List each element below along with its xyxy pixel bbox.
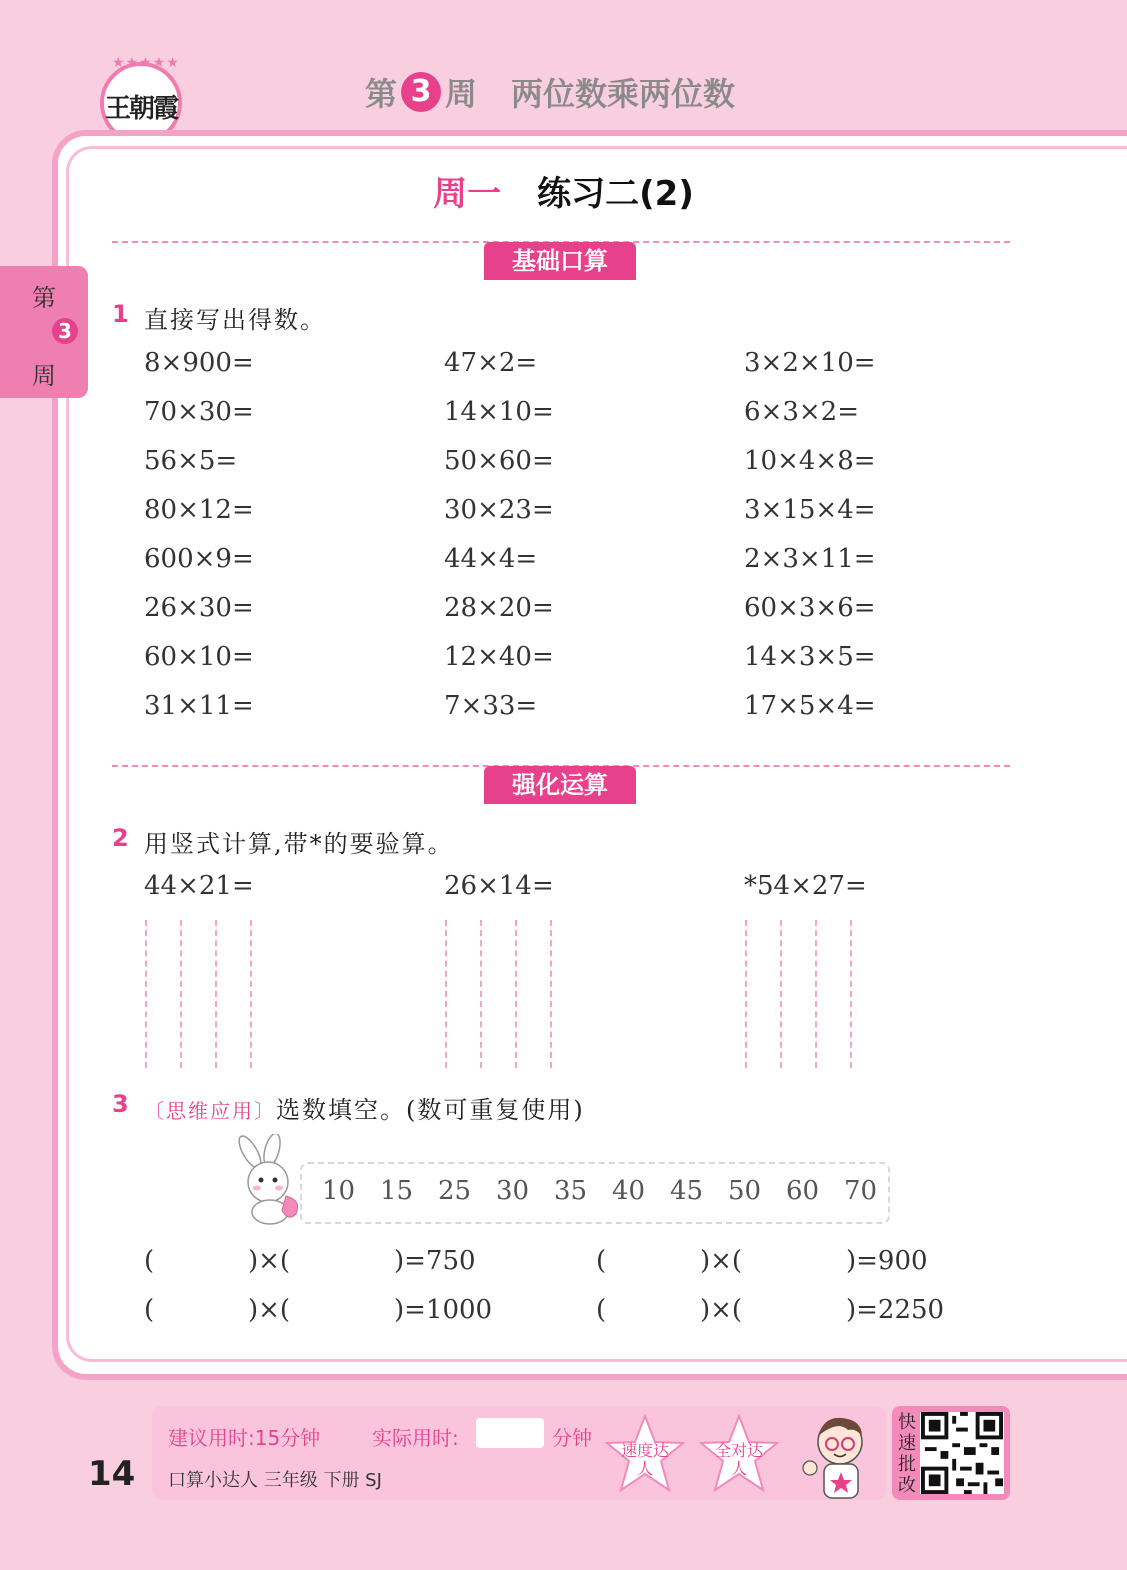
- boy-mascot-icon: [790, 1410, 880, 1500]
- week-topic: 两位数乘两位数: [511, 75, 736, 113]
- expression: 3×15×4=: [744, 495, 876, 525]
- blank-open: (: [144, 1295, 155, 1325]
- expression: 8×900=: [144, 348, 254, 378]
- work-guide-line: [515, 920, 517, 1068]
- blank-open: (: [596, 1295, 607, 1325]
- vertical-calc-problem: 44×21=: [144, 871, 254, 901]
- question-instruction-text: 选数填空。(数可重复使用): [276, 1096, 585, 1124]
- question-instruction: 直接写出得数。: [144, 306, 326, 334]
- expression: 14×10=: [444, 397, 554, 427]
- side-tab-bottom: 周: [32, 362, 56, 390]
- work-guide-line: [145, 920, 147, 1068]
- number-choice: 60: [786, 1176, 820, 1206]
- expression: 26×30=: [144, 593, 254, 623]
- qr-label: 快速批改: [898, 1412, 916, 1496]
- question-instruction: [144, 1090, 585, 1125]
- expression: 47×2=: [444, 348, 538, 378]
- expression: 10×4×8=: [744, 446, 876, 476]
- minutes-label: 分钟: [552, 1426, 592, 1450]
- side-tab-number: 3: [52, 318, 78, 344]
- question-instruction: 用竖式计算,带*的要验算。: [144, 830, 454, 858]
- qr-code-icon[interactable]: [920, 1412, 1004, 1494]
- expression: 7×33=: [444, 691, 538, 721]
- blank-result: )=750: [394, 1246, 476, 1276]
- blank-result: )=900: [846, 1246, 928, 1276]
- suggested-time: 建议用时:15分钟: [168, 1426, 321, 1450]
- week-prefix: 第: [365, 75, 398, 113]
- expression: 17×5×4=: [744, 691, 876, 721]
- week-title: [365, 70, 735, 114]
- expression: 56×5=: [144, 446, 238, 476]
- work-guide-line: [445, 920, 447, 1068]
- vertical-calc-problem: *54×27=: [744, 871, 867, 901]
- expression: 70×30=: [144, 397, 254, 427]
- expression: 60×10=: [144, 642, 254, 672]
- book-info: 口算小达人 三年级 下册 SJ: [168, 1470, 382, 1491]
- work-guide-line: [480, 920, 482, 1068]
- logo-text: 王朝霞: [104, 94, 177, 124]
- number-choice: 70: [844, 1176, 878, 1206]
- blank-result: )=2250: [846, 1295, 945, 1325]
- expression: 6×3×2=: [744, 397, 859, 427]
- number-choice: 35: [554, 1176, 588, 1206]
- blank-open: (: [144, 1246, 155, 1276]
- blank-result: )=1000: [394, 1295, 493, 1325]
- number-choice: 40: [612, 1176, 646, 1206]
- expression: 31×11=: [144, 691, 254, 721]
- expression: 3×2×10=: [744, 348, 876, 378]
- side-tab-top: 第: [32, 284, 56, 312]
- vertical-calc-problem: 26×14=: [444, 871, 554, 901]
- question-number: 1: [112, 300, 129, 328]
- question-tag: 〔思维应用〕: [144, 1099, 276, 1123]
- work-guide-line: [550, 920, 552, 1068]
- number-choice: 15: [380, 1176, 414, 1206]
- page-number: 14: [88, 1454, 136, 1494]
- expression: 28×20=: [444, 593, 554, 623]
- work-guide-line: [850, 920, 852, 1068]
- expression: 44×4=: [444, 544, 538, 574]
- expression: 600×9=: [144, 544, 254, 574]
- section-label-basic: 基础口算: [484, 242, 636, 280]
- expression: 14×3×5=: [744, 642, 876, 672]
- number-choice: 50: [728, 1176, 762, 1206]
- expression: 12×40=: [444, 642, 554, 672]
- expression: 50×60=: [444, 446, 554, 476]
- blank-times: )×(: [700, 1246, 743, 1276]
- number-choice: 25: [438, 1176, 472, 1206]
- number-choice: 45: [670, 1176, 704, 1206]
- section-label-strengthen: 强化运算: [484, 766, 636, 804]
- logo-crown-icon: ★★★★★: [112, 55, 180, 71]
- blank-open: (: [596, 1246, 607, 1276]
- expression: 80×12=: [144, 495, 254, 525]
- lesson-label: 练习二(2): [537, 174, 694, 214]
- actual-time-label: 实际用时:: [372, 1426, 459, 1450]
- badge-correct: 全对达人: [714, 1441, 763, 1478]
- bunny-icon: [228, 1134, 308, 1226]
- number-choice: 30: [496, 1176, 530, 1206]
- badge-speed: 速度达人: [620, 1441, 669, 1478]
- expression: 60×3×6=: [744, 593, 876, 623]
- question-number: 3: [112, 1090, 129, 1118]
- blank-times: )×(: [700, 1295, 743, 1325]
- page-title: [0, 166, 1127, 215]
- work-guide-line: [215, 920, 217, 1068]
- work-guide-line: [780, 920, 782, 1068]
- blank-times: )×(: [248, 1295, 291, 1325]
- week-suffix: 周: [445, 75, 478, 113]
- actual-time-input[interactable]: [476, 1418, 544, 1448]
- number-choice: 10: [322, 1176, 356, 1206]
- work-guide-line: [180, 920, 182, 1068]
- expression: 2×3×11=: [744, 544, 876, 574]
- day-label: 周一: [433, 174, 502, 214]
- work-guide-line: [815, 920, 817, 1068]
- work-guide-line: [250, 920, 252, 1068]
- work-guide-line: [745, 920, 747, 1068]
- expression: 30×23=: [444, 495, 554, 525]
- week-number-badge: 3: [401, 72, 441, 112]
- question-number: 2: [112, 824, 129, 852]
- blank-times: )×(: [248, 1246, 291, 1276]
